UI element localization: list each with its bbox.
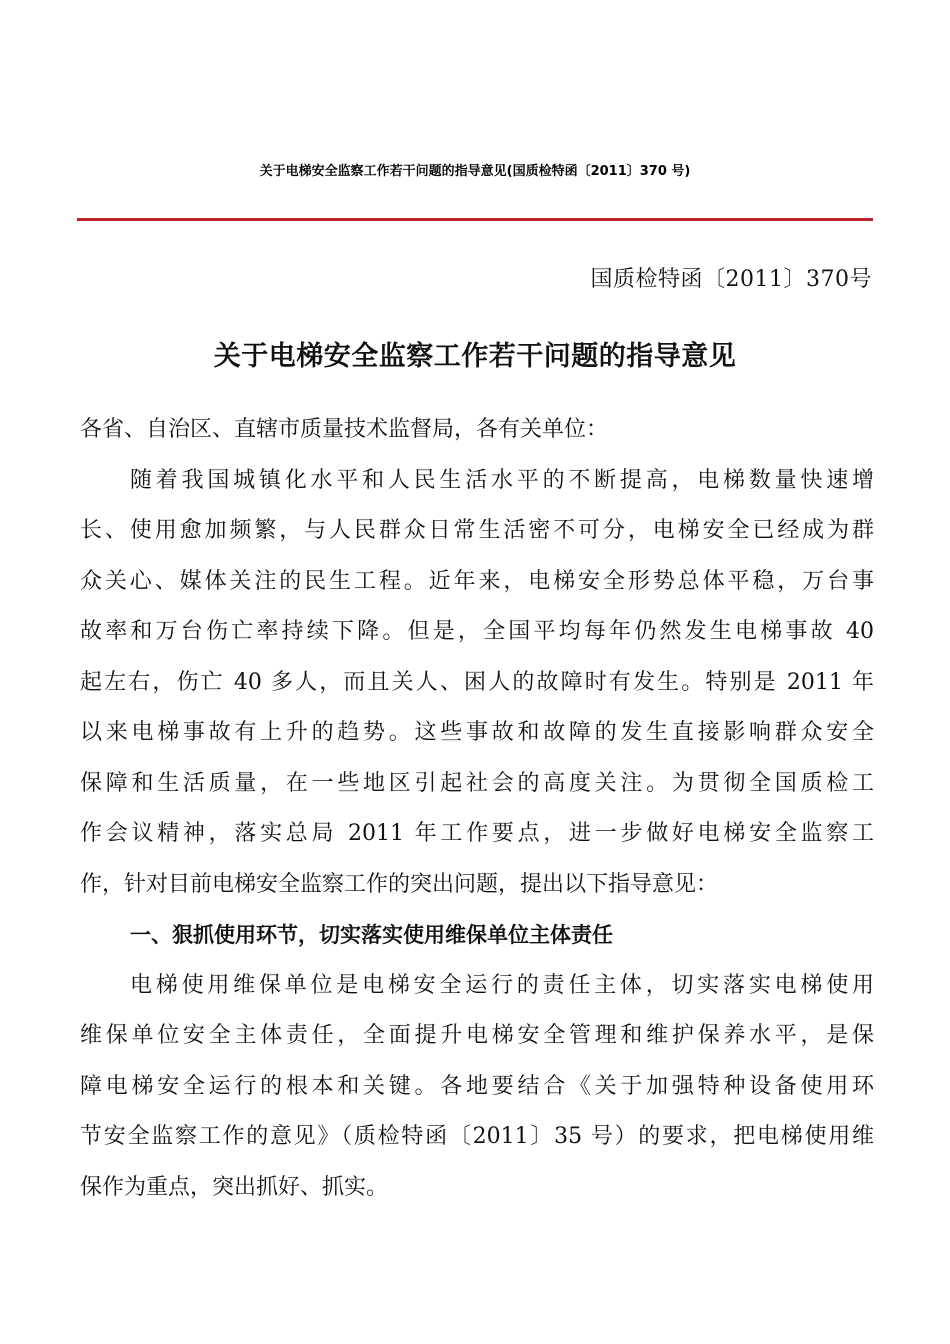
section-heading: 一、狠抓使用环节，切实落实使用维保单位主体责任 — [130, 923, 613, 947]
document-number: 国质检特函〔2011〕370号 — [590, 267, 872, 292]
document-body — [80, 405, 874, 1213]
paragraph-line: 起左右，伤亡 40 多人，而且关人、困人的故障时有发生。特别是 2011 年 — [80, 669, 874, 695]
paragraph-line: 长、使用愈加频繁，与人民群众日常生活密不可分，电梯安全已经成为群 — [80, 518, 874, 543]
paragraph-line: 作，针对目前电梯安全监察工作的突出问题，提出以下指导意见： — [80, 871, 719, 897]
paragraph-line: 众关心、媒体关注的民生工程。近年来，电梯安全形势总体平稳，万台事 — [80, 568, 874, 594]
paragraph-line: 节安全监察工作的意见》（质检特函〔2011〕35 号）的要求，把电梯使用维 — [80, 1124, 874, 1149]
paragraph-line: 作会议精神，落实总局 2011 年工作要点，进一步做好电梯安全监察工 — [80, 821, 874, 846]
paragraph-line: 障电梯安全运行的根本和关键。各地要结合《关于加强特种设备使用环 — [80, 1073, 874, 1099]
salutation: 各省、自治区、直辖市质量技术监督局，各有关单位： — [80, 417, 609, 442]
running-header: 关于电梯安全监察工作若干问题的指导意见(国质检特函〔2011〕370 号) — [259, 164, 691, 179]
paragraph-1 — [80, 456, 874, 911]
header-divider — [77, 218, 873, 221]
paragraph-line: 保作为重点，突出抓好、抓实。 — [80, 1174, 389, 1200]
paragraph-2 — [80, 961, 874, 1214]
paragraph-line: 以来电梯事故有上升的趋势。这些事故和故障的发生直接影响群众安全 — [80, 720, 874, 745]
paragraph-line: 随着我国城镇化水平和人民生活水平的不断提高，电梯数量快速增 — [130, 467, 874, 493]
paragraph-line: 电梯使用维保单位是电梯安全运行的责任主体，切实落实电梯使用 — [130, 972, 874, 998]
paragraph-line: 故率和万台伤亡率持续下降。但是，全国平均每年仍然发生电梯事故 40 — [80, 619, 874, 644]
paragraph-line: 维保单位安全主体责任，全面提升电梯安全管理和维护保养水平，是保 — [80, 1023, 874, 1048]
paragraph-line: 保障和生活质量，在一些地区引起社会的高度关注。为贯彻全国质检工 — [80, 770, 874, 796]
document-title: 关于电梯安全监察工作若干问题的指导意见 — [213, 341, 737, 372]
